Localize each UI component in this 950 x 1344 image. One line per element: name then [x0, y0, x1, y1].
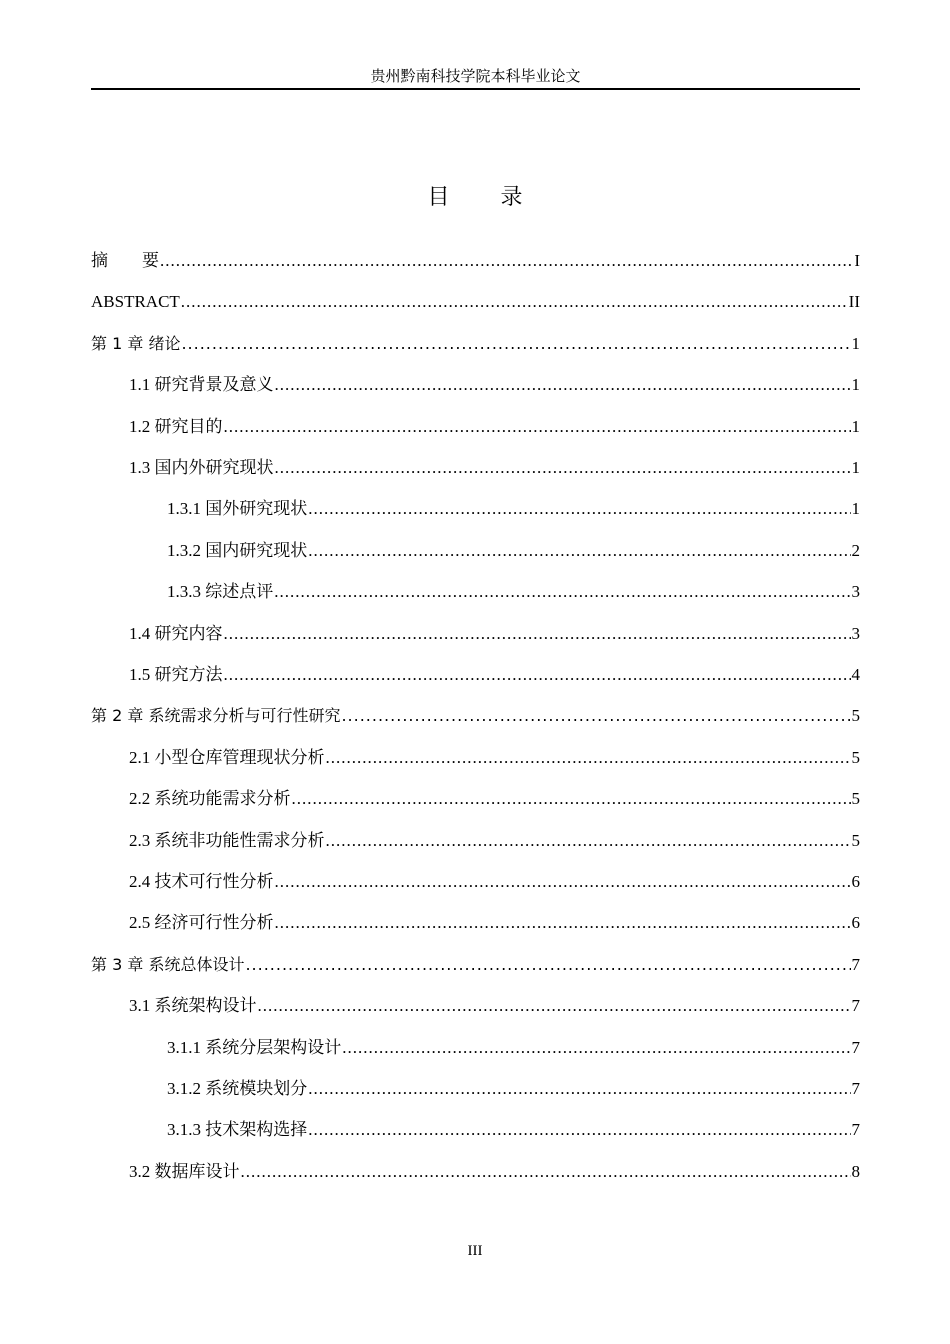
toc-entry[interactable]: [91, 952, 860, 978]
dot-leader: [258, 993, 851, 1019]
toc-entry[interactable]: [91, 331, 860, 357]
toc-entry[interactable]: [129, 455, 860, 481]
toc-entry[interactable]: [129, 993, 860, 1019]
dot-leader: [181, 331, 850, 357]
dot-leader: [181, 289, 848, 315]
toc-entry-label: 第 2 章 系统需求分析与可行性研究: [91, 706, 341, 726]
dot-leader: [275, 455, 851, 481]
toc-entry-page: 6: [851, 872, 860, 891]
toc-entry-label: ABSTRACT: [91, 292, 180, 312]
toc-entry[interactable]: [129, 869, 860, 895]
toc-entry-label: 2.5 经济可行性分析: [129, 913, 274, 933]
toc-entry-label: 2.1 小型仓库管理现状分析: [129, 747, 325, 767]
toc-entry[interactable]: [167, 1076, 860, 1102]
toc-entry-label: 摘 要: [91, 251, 159, 270]
toc-entry[interactable]: [129, 372, 860, 398]
dot-leader: [326, 828, 851, 854]
toc-entry[interactable]: [129, 662, 860, 688]
toc-entry[interactable]: [91, 703, 860, 729]
toc-entry[interactable]: [167, 1117, 860, 1143]
toc-entry-page: 1: [851, 375, 860, 395]
toc-entry[interactable]: [129, 621, 860, 647]
dot-leader: [224, 414, 851, 440]
toc-entry[interactable]: [91, 248, 860, 274]
toc-entry-page: 1: [851, 333, 860, 353]
toc-entry-page: 7: [851, 1037, 860, 1057]
toc-entry-page: 6: [851, 913, 860, 933]
dot-leader: [245, 952, 850, 978]
toc-title: 目 录: [427, 185, 545, 210]
dot-leader: [275, 372, 851, 398]
page-number: III: [467, 1243, 483, 1259]
toc-entry-label: 第 3 章 系统总体设计: [91, 954, 245, 974]
toc-entry-label: 1.3.2 国内研究现状: [167, 540, 308, 560]
toc-entry-label: 1.3 国内外研究现状: [129, 458, 274, 477]
toc-entry[interactable]: [167, 579, 860, 605]
toc-entry[interactable]: [167, 496, 860, 522]
toc-entry-page: 4: [851, 665, 860, 684]
toc-entry-label: 1.3.1 国外研究现状: [167, 499, 308, 519]
toc-entry[interactable]: [167, 1035, 860, 1061]
dot-leader: [326, 745, 851, 771]
dot-leader: [224, 662, 851, 688]
toc-entry-label: 1.2 研究目的: [129, 416, 223, 436]
toc-entry-label: 3.1.3 技术架构选择: [167, 1120, 308, 1140]
toc-entry-label: 3.2 数据库设计: [129, 1161, 240, 1181]
dot-leader: [308, 538, 850, 564]
toc-entry-label: 1.1 研究背景及意义: [129, 375, 274, 395]
toc-entry-page: II: [848, 292, 860, 312]
toc-entry-page: 7: [851, 954, 860, 974]
toc-entry[interactable]: [129, 745, 860, 771]
toc-entry[interactable]: [129, 828, 860, 854]
toc-entry-page: 5: [851, 830, 860, 850]
toc-entry-label: 3.1.1 系统分层架构设计: [167, 1037, 342, 1057]
dot-leader: [342, 1035, 850, 1061]
dot-leader: [241, 1159, 851, 1185]
toc-entry[interactable]: [129, 414, 860, 440]
dot-leader: [292, 786, 851, 812]
toc-entry-label: 第 1 章 绪论: [91, 333, 181, 353]
dot-leader: [275, 869, 851, 895]
toc-entry-label: 3.1.2 系统模块划分: [167, 1079, 308, 1098]
toc-entry[interactable]: [91, 289, 860, 315]
toc-entry-page: 1: [851, 458, 860, 477]
toc-entry-page: 2: [851, 540, 860, 560]
dot-leader: [274, 579, 850, 605]
toc-entry-label: 2.3 系统非功能性需求分析: [129, 830, 325, 850]
running-header: 贵州黔南科技学院本科毕业论文: [91, 66, 860, 90]
toc-entry-page: 5: [851, 789, 860, 809]
toc-entry-page: 5: [851, 747, 860, 767]
toc-entry[interactable]: [129, 1159, 860, 1185]
toc-entry-label: 1.4 研究内容: [129, 623, 223, 643]
toc-entry-page: 8: [851, 1161, 860, 1181]
toc-entry-label: 3.1 系统架构设计: [129, 996, 257, 1016]
dot-leader: [275, 910, 851, 936]
toc-entry[interactable]: [129, 786, 860, 812]
toc-entry-page: 3: [851, 623, 860, 643]
dot-leader: [341, 703, 850, 729]
toc-entry-label: 2.4 技术可行性分析: [129, 872, 274, 891]
toc-entry-label: 2.2 系统功能需求分析: [129, 789, 291, 809]
toc-entry[interactable]: [129, 910, 860, 936]
toc-entry-page: 5: [851, 706, 860, 726]
toc-entry-page: 1: [851, 499, 860, 519]
dot-leader: [308, 1117, 850, 1143]
toc-entry-page: 7: [851, 1079, 860, 1098]
toc-entry[interactable]: [167, 538, 860, 564]
toc-entry-label: 1.3.3 综述点评: [167, 582, 274, 602]
dot-leader: [224, 621, 851, 647]
dot-leader: [308, 496, 850, 522]
toc-entry-page: 1: [851, 416, 860, 436]
toc-entry-page: 3: [851, 582, 860, 602]
toc-entry-page: 7: [851, 1120, 860, 1140]
toc-entry-label: 1.5 研究方法: [129, 665, 223, 684]
dot-leader: [308, 1076, 850, 1102]
toc-entry-page: 7: [851, 996, 860, 1016]
toc-entry-page: I: [854, 251, 860, 270]
dot-leader: [160, 248, 853, 274]
